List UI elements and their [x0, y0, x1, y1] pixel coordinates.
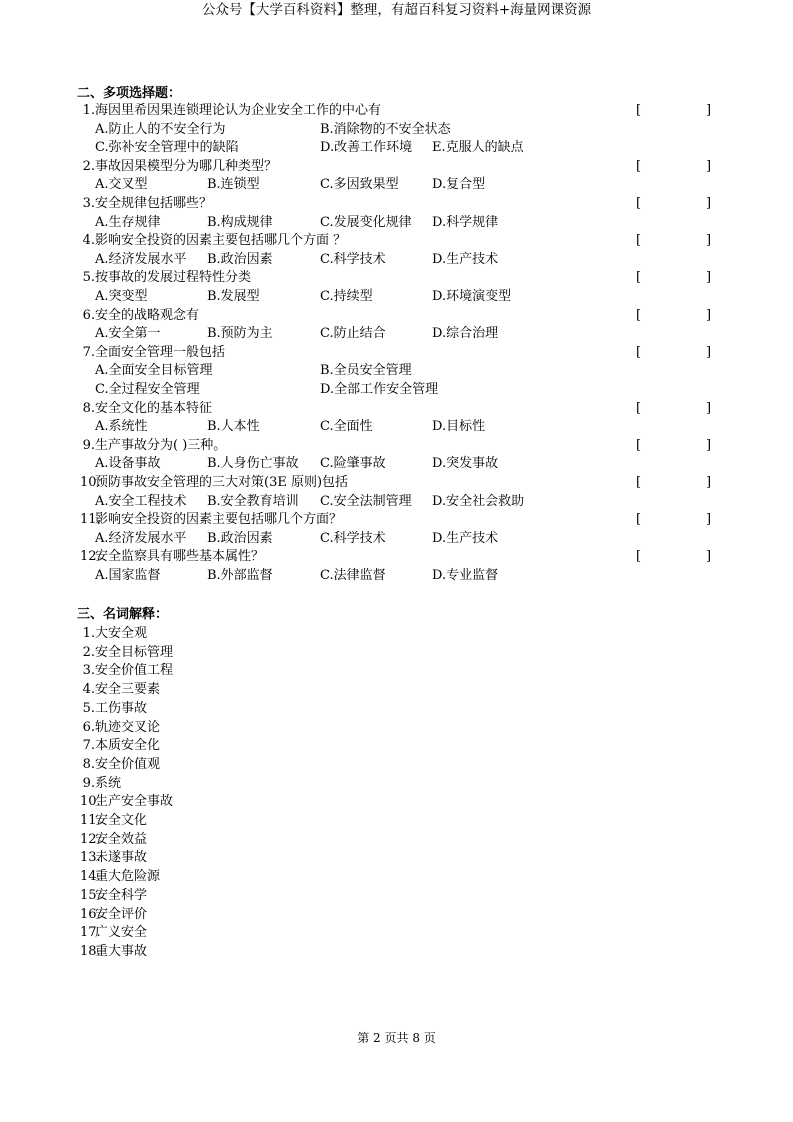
- term-text: 轨迹交叉论: [95, 719, 161, 735]
- option-line: [80, 121, 720, 140]
- term-number: 18.: [80, 943, 101, 959]
- page-footer: 第 2 页共 8 页: [357, 1031, 436, 1045]
- option-text: A.经济发展水平: [95, 530, 187, 546]
- question-number: 8.: [82, 400, 95, 416]
- option-text: A.国家监督: [95, 568, 161, 583]
- term-text: 安全三要素: [95, 682, 161, 698]
- term-text: 安全价值工程: [95, 663, 174, 679]
- term-number: 4.: [82, 682, 95, 698]
- option-text: B.人本性: [207, 419, 260, 435]
- option-line: [80, 251, 720, 270]
- page-header: 公众号【大学百科资料】整理，有超百科复习资料+海量网课资源: [201, 2, 592, 18]
- answer-bracket-close: ]: [706, 475, 712, 490]
- option-text: B.外部监督: [207, 568, 273, 583]
- option-text: D.复合型: [432, 177, 486, 193]
- question-text: 按事故的发展过程特性分类: [95, 270, 252, 286]
- option-text: C.险肇事故: [320, 456, 386, 472]
- option-text: C.防止结合: [320, 326, 386, 342]
- option-text: D.专业监督: [432, 568, 499, 583]
- option-text: D.目标性: [432, 419, 486, 435]
- answer-bracket-close: ]: [706, 233, 712, 249]
- term-number: 9.: [82, 775, 95, 791]
- question-line: [80, 195, 720, 214]
- option-text: B.预防为主: [207, 326, 273, 342]
- question-line: [80, 474, 720, 493]
- question-line: [80, 548, 720, 567]
- term-number: 5.: [82, 700, 95, 716]
- term-text: 安全效益: [95, 831, 148, 847]
- term-number: 13.: [80, 850, 101, 866]
- term-number: 1.: [82, 626, 95, 641]
- term-text: 本质安全化: [95, 738, 161, 754]
- option-line: [80, 381, 720, 400]
- option-line: [80, 418, 720, 437]
- question-text: 生产事故分为( )三种。: [95, 437, 227, 453]
- answer-bracket-open: [: [636, 437, 642, 453]
- option-text: B.全员安全管理: [320, 363, 412, 379]
- option-text: C.全面性: [320, 419, 373, 435]
- option-line: [80, 176, 720, 195]
- answer-bracket-open: [: [636, 196, 642, 211]
- option-line: [80, 530, 720, 549]
- question-number: 1.: [82, 103, 95, 118]
- option-text: D.环境演变型: [432, 289, 512, 304]
- answer-bracket-open: [: [636, 344, 642, 360]
- term-text: 生产安全事故: [95, 794, 174, 810]
- term-text: 安全目标管理: [95, 644, 174, 660]
- option-text: B.消除物的不安全状态: [320, 121, 451, 137]
- option-text: D.生产技术: [432, 251, 499, 267]
- option-text: B.安全教育培训: [207, 493, 299, 509]
- term-number: 10.: [80, 794, 101, 810]
- question-line: [80, 400, 720, 419]
- term-text: 安全文化: [95, 813, 148, 828]
- option-text: C.全过程安全管理: [95, 382, 200, 397]
- option-text: C.安全法制管理: [320, 493, 412, 509]
- answer-bracket-open: [: [636, 103, 642, 118]
- answer-bracket-open: [: [636, 549, 642, 565]
- option-text: D.安全社会救助: [432, 493, 525, 509]
- question-text: 预防事故安全管理的三大对策(3E 原则)包括: [95, 475, 349, 490]
- option-text: A.全面安全目标管理: [95, 363, 213, 379]
- option-text: C.发展变化规律: [320, 214, 412, 230]
- option-text: C.持续型: [320, 289, 373, 304]
- question-number: 4.: [82, 233, 95, 249]
- answer-bracket-open: [: [636, 475, 642, 490]
- question-number: 10.: [80, 475, 101, 490]
- term-text: 安全评价: [95, 906, 148, 922]
- option-line: [80, 362, 720, 381]
- term-text: 系统: [95, 775, 122, 791]
- answer-bracket-open: [: [636, 270, 642, 286]
- question-line: [80, 511, 720, 530]
- answer-bracket-close: ]: [706, 103, 712, 118]
- option-line: [80, 493, 720, 512]
- answer-bracket-close: ]: [706, 196, 712, 211]
- option-text: C.法律监督: [320, 568, 386, 583]
- term-number: 3.: [82, 663, 95, 679]
- option-text: C.多因致果型: [320, 177, 399, 193]
- option-text: A.突变型: [95, 289, 148, 304]
- term-number: 15.: [80, 887, 101, 903]
- term-number: 11.: [80, 813, 101, 828]
- answer-bracket-close: ]: [706, 270, 712, 286]
- question-line: [80, 102, 720, 121]
- question-text: 影响安全投资的因素主要包括哪几个方面 ？: [95, 233, 347, 249]
- option-text: B.构成规律: [207, 214, 273, 230]
- term-text: 重大事故: [95, 943, 148, 959]
- option-line: [80, 288, 720, 307]
- question-line: [80, 437, 720, 456]
- section-title-term-definitions: 三、名词解释：: [77, 607, 169, 622]
- question-text: 安全文化的基本特征: [95, 400, 213, 416]
- term-text: 广义安全: [95, 925, 148, 941]
- option-text: B.政治因素: [207, 251, 273, 267]
- option-text: D.综合治理: [432, 326, 499, 342]
- answer-bracket-open: [: [636, 512, 642, 528]
- question-number: 9.: [82, 437, 95, 453]
- option-text: C.弥补安全管理中的缺陷: [95, 140, 239, 156]
- option-text: E.克服人的缺点: [432, 140, 524, 156]
- question-line: [80, 344, 720, 363]
- option-line: [80, 325, 720, 344]
- answer-bracket-close: ]: [706, 549, 712, 565]
- term-text: 工伤事故: [95, 700, 148, 716]
- option-text: A.经济发展水平: [95, 251, 187, 267]
- question-number: 3.: [82, 196, 95, 211]
- term-number: 14.: [80, 869, 101, 885]
- option-text: A.系统性: [95, 419, 148, 435]
- option-text: A.防止人的不安全行为: [95, 121, 226, 137]
- term-text: 安全价值观: [95, 756, 161, 772]
- answer-bracket-open: [: [636, 158, 642, 174]
- question-text: 安全规律包括哪些？: [95, 196, 213, 211]
- option-line: [80, 455, 720, 474]
- question-text: 事故因果模型分为哪几种类型？: [95, 158, 278, 174]
- answer-bracket-close: ]: [706, 437, 712, 453]
- answer-bracket-close: ]: [706, 512, 712, 528]
- option-text: A.生存规律: [95, 214, 161, 230]
- term-number: 6.: [82, 719, 95, 735]
- question-text: 全面安全管理一般包括: [95, 344, 226, 360]
- question-number: 7.: [82, 344, 95, 360]
- term-text: 大安全观: [95, 626, 148, 641]
- answer-bracket-open: [: [636, 233, 642, 249]
- question-line: [80, 307, 720, 326]
- term-text: 未遂事故: [95, 850, 148, 866]
- question-number: 6.: [82, 307, 95, 323]
- term-text: 重大危险源: [95, 869, 161, 885]
- question-line: [80, 232, 720, 251]
- option-line: [80, 567, 720, 586]
- option-text: D.改善工作环境: [320, 140, 413, 156]
- question-text: 安全的战略观念有: [95, 307, 200, 323]
- option-text: B.发展型: [207, 289, 260, 304]
- option-text: B.连锁型: [207, 177, 260, 193]
- option-text: C.科学技术: [320, 251, 386, 267]
- option-text: A.安全第一: [95, 326, 161, 342]
- term-number: 2.: [82, 644, 95, 660]
- option-text: A.安全工程技术: [95, 493, 187, 509]
- term-number: 16.: [80, 906, 101, 922]
- question-number: 12.: [80, 549, 101, 565]
- option-text: B.政治因素: [207, 530, 273, 546]
- option-text: D.生产技术: [432, 530, 499, 546]
- question-text: 安全监察具有哪些基本属性？: [95, 549, 265, 565]
- term-number: 17.: [80, 925, 101, 941]
- option-line: [80, 214, 720, 233]
- question-line: [80, 158, 720, 177]
- question-text: 影响安全投资的因素主要包括哪几个方面？: [95, 512, 343, 528]
- option-text: D.突发事故: [432, 456, 499, 472]
- term-number: 7.: [82, 738, 95, 754]
- answer-bracket-close: ]: [706, 307, 712, 323]
- option-text: D.科学规律: [432, 214, 499, 230]
- option-line: [80, 139, 720, 158]
- option-text: D.全部工作安全管理: [320, 382, 439, 397]
- question-line: [80, 269, 720, 288]
- question-text: 海因里希因果连锁理论认为企业安全工作的中心有: [95, 103, 382, 118]
- answer-bracket-open: [: [636, 307, 642, 323]
- option-text: C.科学技术: [320, 530, 386, 546]
- answer-bracket-close: ]: [706, 400, 712, 416]
- option-text: A.交叉型: [95, 177, 148, 193]
- question-number: 11.: [80, 512, 101, 528]
- answer-bracket-open: [: [636, 400, 642, 416]
- term-number: 12.: [80, 831, 101, 847]
- term-text: 安全科学: [95, 887, 148, 903]
- section-title-multiple-choice: 二、多项选择题：: [77, 86, 182, 101]
- term-number: 8.: [82, 756, 95, 772]
- option-text: A.设备事故: [95, 456, 161, 472]
- option-text: B.人身伤亡事故: [207, 456, 299, 472]
- answer-bracket-close: ]: [706, 344, 712, 360]
- question-number: 5.: [82, 270, 95, 286]
- question-number: 2.: [82, 158, 95, 174]
- answer-bracket-close: ]: [706, 158, 712, 174]
